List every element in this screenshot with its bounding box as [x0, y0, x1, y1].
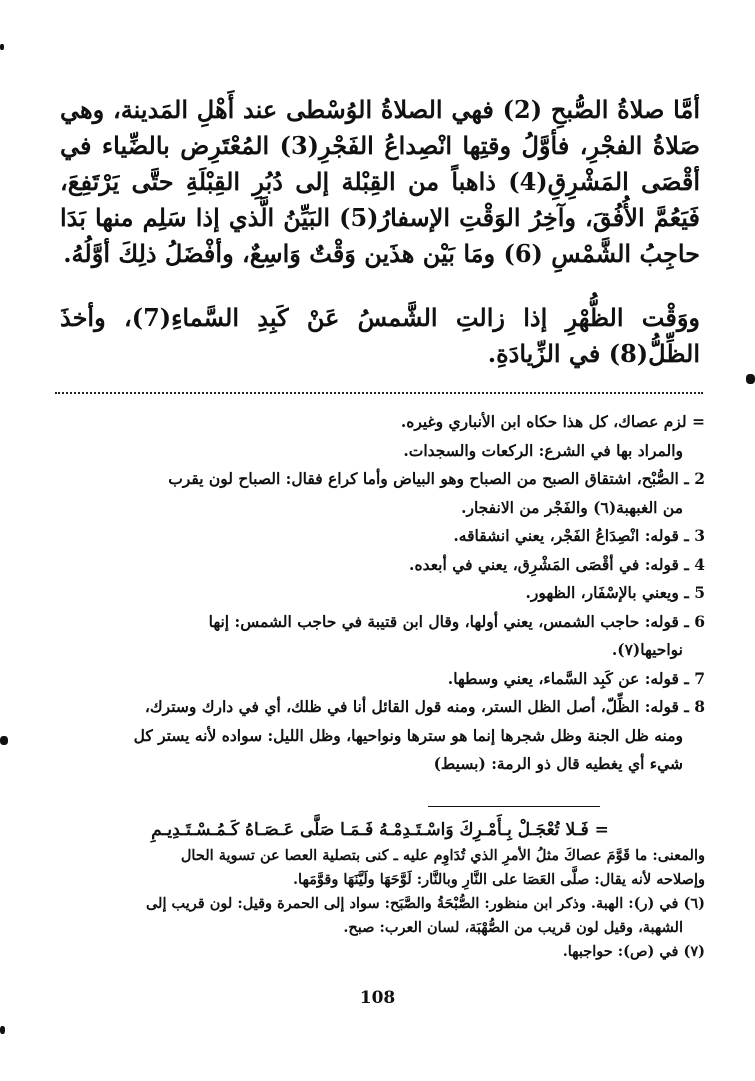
footnote-line: نواحيها(٧).: [611, 640, 683, 659]
page-number: 108: [359, 988, 396, 1008]
editor-note-line: (٧) في (ص): حواجبها.: [562, 943, 705, 960]
footnote-line: 8 ـ قوله: الظِّلّ، أصل الظل الستر، ومنه قول القائل أنا في ظلك، أي في دارك وسترك،: [144, 697, 705, 716]
footnote-line: 3 ـ قوله: انْصِدَاعُ الفَجْر، يعني انشقاقه.: [453, 526, 705, 545]
footnote-line: = لزم عصاك، كل هذا حكاه ابن الأنباري وغيره.: [400, 412, 705, 431]
dotted-separator: [55, 392, 703, 394]
footnote-line: والمراد بها في الشرع: الركعات والسجدات.: [403, 440, 683, 460]
footnote-line: ومنه ظل الجنة وظل شجرها إنما هو سترها ونواحيها، وظل الليل: سواده لأنه يستر كل: [133, 725, 683, 745]
poetry-verse: = فَـلا تُعْجَـلْ بِـأَمْـرِكَ وَاسْـتَـدِمْـهُ فَـمَـا صَلَّى عَـصَـاهُ كَـمُـسْـتَـدِيـمِ: [151, 820, 609, 840]
main-paragraph-1: أمَّا صلاةُ الصُّبحِ (2) فهي الصلاةُ الوُسْطى عند أَهْلِ المَدينة، وهي صَلاةُ الفجْرِ، فأوَّلُ وقتِها انْصِداعُ الفَجْرِ(3) المُعْتَرِض بالضِّياء في أقْصَى المَشْرِقِ(4) ذاهباً من القِبْلة إلى دُبُرِ القِبْلَةِ حتَّى يَرْتَفِعَ، فَيَعُمَّ الأُفُقَ، وآخِرُ الوَقْتِ الإسفارُ(5) البَيِّنُ الَّذي إذا سَلِم منها بَدَا حاجِبُ الشَّمْسِ (6) ومَا بَيْن هذَين وَقْتٌ وَاسِعٌ، وأفْضَلُ ذلِكَ أوَّلُهُ.: [60, 95, 701, 268]
scan-mark: [746, 374, 755, 384]
scan-mark: [0, 44, 4, 50]
footnote-line: من الغبهبة(٦) والفَجْر من الانفجار.: [461, 497, 683, 517]
scan-mark: [0, 736, 8, 745]
footnote-line: 6 ـ قوله: حاجب الشمس، يعني أولها، وقال ابن قتيبة في حاجب الشمس: إنها: [208, 611, 705, 631]
editor-note-line: الشهبة، وقيل لون قريب من الصُّهْبَة، لسان العرب: صبح.: [343, 919, 683, 936]
editor-note-line: وإصلاحه لأنه يقال: صلَّى العَصَا على النَّارِ وبالنَّار: لَوَّحَهَا ولَيَّنَهَا وقوَّمَها.: [293, 871, 705, 888]
footnotes: [55, 408, 705, 779]
main-paragraph-2: ووَقْت الظُّهْرِ إذا زالتِ الشَّمسُ عَنْ كَبِدِ السَّماءِ(7)، وأخذَ الظِّلُّ(8) في الزِّيادَةِ.: [60, 303, 700, 368]
editor-notes: [55, 818, 705, 964]
footnote-line: 2 ـ الصُّبْح، اشتقاق الصبح من الصباح وهو البياض وأما كراع فقال: الصباح لون يقرب: [168, 469, 705, 488]
scan-mark: [0, 1026, 5, 1034]
footnote-line: 4 ـ قوله: في أقْصَى المَشْرِق، يعني في أبعده.: [409, 554, 705, 574]
footnote-line: 5 ـ ويعني بالإسْفَار، الظهور.: [525, 583, 705, 602]
footnote-line: 7 ـ قوله: عن كَبِد السَّماء، يعني وسطها.: [447, 668, 705, 688]
editor-note-line: (٦) في (ر): الهبة. وذكر ابن منظور: الصُّبْحَةُ والصَّبَح: سواد إلى الحمرة وقيل: لون قريب إلى: [145, 895, 705, 912]
footnote-line: شيء أي يغطيه قال ذو الرمة: (بسيط): [433, 754, 683, 773]
footnote-rule: [428, 806, 600, 807]
editor-note-line: والمعنى: ما قَوَّمَ عصاكَ مثلُ الأمرِ الذي تُدَاوِم عليه ـ كنى بتصلية العصا عن تسوية الحال: [180, 847, 705, 864]
